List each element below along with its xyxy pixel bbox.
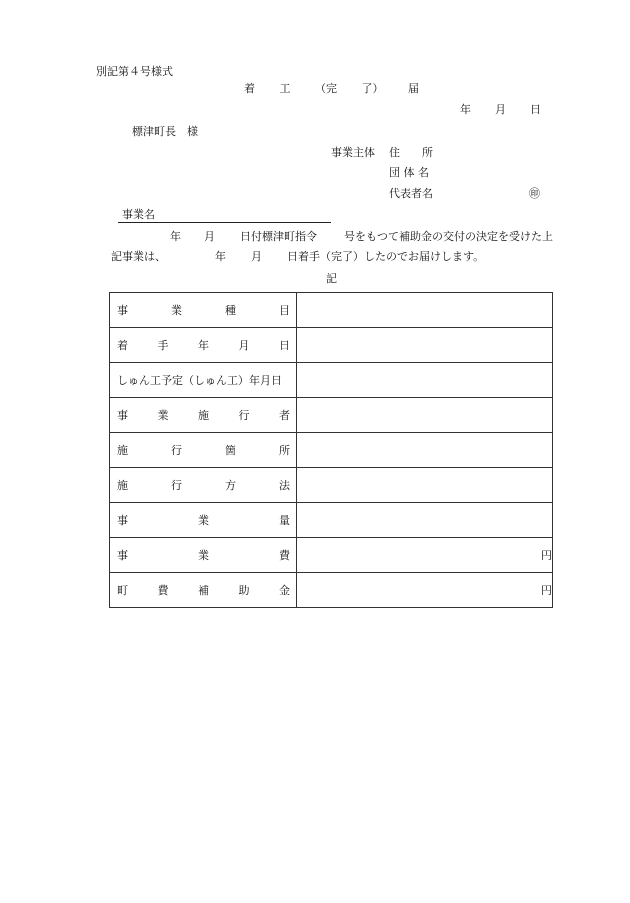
body-year-2: 年 [215,250,226,263]
body-month-1: 月 [204,230,215,243]
row-value-field[interactable] [297,363,553,398]
row-label-char: 着 [117,339,128,352]
row-label-char: 金 [279,584,290,597]
table-row [110,468,553,503]
row-label [110,582,296,598]
row-label-char: 箇 [225,444,236,457]
row-label-char: 目 [279,304,290,317]
form-number: 別記第４号様式 [96,65,173,78]
row-value-field[interactable] [297,293,553,328]
body-completion-text: 日着手（完了）したのでお届けします。 [287,250,485,263]
row-label-char: 行 [171,444,182,457]
row-label [110,337,296,353]
title-char: 了） [361,82,384,95]
row-label-char: 法 [279,479,290,492]
project-name-label: 事業名 [122,208,155,221]
table-row [110,573,553,608]
row-label [110,407,296,423]
row-label-char: 行 [171,479,182,492]
date-line [460,103,541,117]
body-directive: 日付標津町指令 [240,230,317,243]
table-row [110,363,553,398]
row-label-char: 事 [117,409,128,422]
body-month-2: 月 [251,250,262,263]
date-month: 月 [495,103,506,116]
body-grant-text: 号をもつて補助金の交付の決定を受けた上 [344,230,553,243]
project-name-field [118,208,331,223]
row-value-field[interactable] [297,328,553,363]
row-label-cell [110,573,297,608]
row-label-char: 助 [238,584,250,597]
row-label-char: 行 [238,409,250,422]
row-label-char: 業 [198,549,209,562]
row-value-field[interactable] [297,503,553,538]
date-year: 年 [460,103,471,116]
body-project-label: 記事業は、 [111,250,166,263]
row-label-char: 費 [279,549,290,562]
row-label-char: 町 [117,584,128,597]
row-label-char: 手 [157,339,169,352]
row-label-char: 業 [171,304,182,317]
title-char: 届 [408,82,419,95]
row-label [110,442,296,458]
row-label-char: 事 [117,549,128,562]
row-label [110,477,296,493]
address-label: 住 所 [389,146,433,159]
row-label-char: 施 [198,409,209,422]
row-label-cell [110,293,297,328]
report-table [109,292,553,608]
row-label-cell [110,468,297,503]
date-day: 日 [530,103,541,116]
row-label-char: 者 [279,409,290,422]
entity-label: 事業主体 [331,146,375,159]
row-label-cell [110,328,297,363]
row-value-field[interactable] [297,398,553,433]
table-row [110,293,553,328]
row-label-char: 施 [117,479,128,492]
row-value-field[interactable]: 円 [297,573,553,608]
row-label-cell [110,503,297,538]
table-row [110,328,553,363]
seal-mark: ㊞ [529,187,540,200]
table-row [110,538,553,573]
row-label-char: 所 [279,444,290,457]
row-label-char: 方 [225,479,236,492]
row-value-field[interactable] [297,468,553,503]
row-label [110,302,296,318]
title-char: 工 [279,82,291,95]
row-label-cell [110,538,297,573]
row-label-char: 業 [198,514,209,527]
row-label-cell [110,433,297,468]
group-name-label: 団 体 名 [389,166,429,179]
row-label-char: 費 [157,584,169,597]
ki-heading: 記 [326,272,337,285]
body-year-1: 年 [170,230,181,243]
table-row [110,398,553,433]
document-title [244,82,419,96]
title-char: 着 [244,82,255,95]
row-label: しゅん工予定（しゅん工）年月日 [117,374,282,387]
row-label-cell [110,363,297,398]
addressee: 標津町長 様 [132,125,198,138]
representative-label: 代表者名 [389,187,433,200]
row-label-char: 業 [157,409,169,422]
row-label-char: 月 [238,339,250,352]
row-label-char: 量 [279,514,290,527]
row-label-char: 種 [225,304,236,317]
row-label [110,547,296,563]
row-label-char: 事 [117,304,128,317]
row-value-field[interactable]: 円 [297,538,553,573]
row-label-char: 施 [117,444,128,457]
row-value-field[interactable] [297,433,553,468]
row-label-char: 年 [198,339,209,352]
table-row [110,503,553,538]
row-label-cell [110,398,297,433]
row-label-char: 補 [198,584,209,597]
row-label-char: 日 [279,339,290,352]
row-label [110,512,296,528]
table-row [110,433,553,468]
row-label-char: 事 [117,514,128,527]
title-char: （完 [315,82,337,95]
